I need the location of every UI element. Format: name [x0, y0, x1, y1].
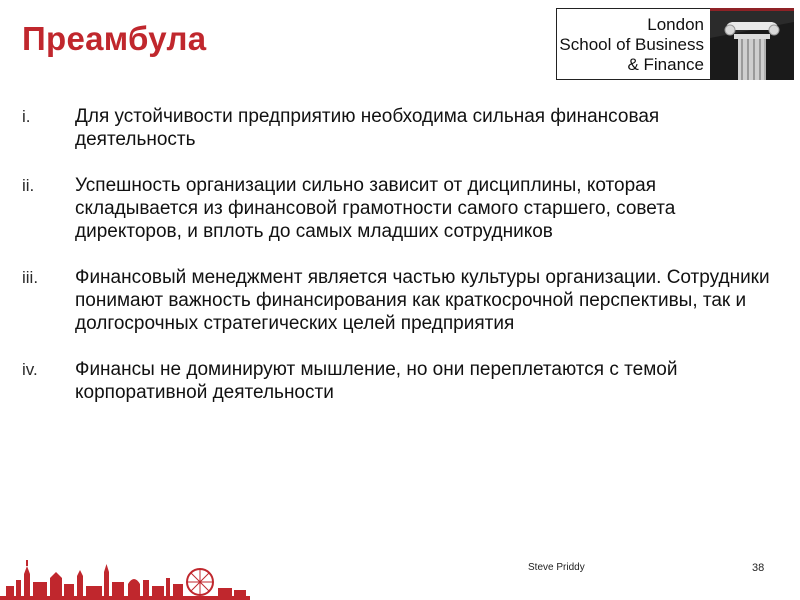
list-numeral: i. [22, 107, 31, 126]
slide-title: Преамбула [22, 20, 207, 57]
page-number: 38 [752, 562, 765, 574]
list-item-text: Для устойчивости предприятию необходима сильная финансовая деятельность [75, 106, 660, 150]
list-item [22, 266, 782, 335]
list-item [22, 358, 782, 404]
logo-line-3: & Finance [627, 55, 704, 74]
column-capital-icon [710, 8, 794, 80]
london-skyline-icon [0, 552, 250, 600]
list-item-text: Финансовый менеджмент является частью культуры организации. Сотрудники понимают важность финансирования как краткосрочной перспективы, так и долгосрочных стратегических целей предприятия [75, 267, 770, 334]
list-numeral: iv. [22, 360, 38, 379]
footer-author: Steve Priddy [528, 562, 585, 573]
list-numeral: iii. [22, 268, 39, 287]
preamble-list [22, 105, 782, 404]
logo-line-1: London [647, 15, 704, 34]
list-item-text: Финансы не доминируют мышление, но они переплетаются с темой корпоративной деятельности [75, 359, 678, 403]
list-numeral: ii. [22, 176, 35, 195]
list-item-text: Успешность организации сильно зависит от дисциплины, которая складывается из финансовой грамотности самого старшего, совета директоров, и вплоть до самых младших сотрудников [75, 175, 676, 242]
school-logo [556, 8, 794, 80]
logo-line-2: School of Business [559, 35, 704, 54]
list-item [22, 174, 782, 243]
list-item [22, 105, 782, 151]
logo-text-box [556, 8, 710, 80]
